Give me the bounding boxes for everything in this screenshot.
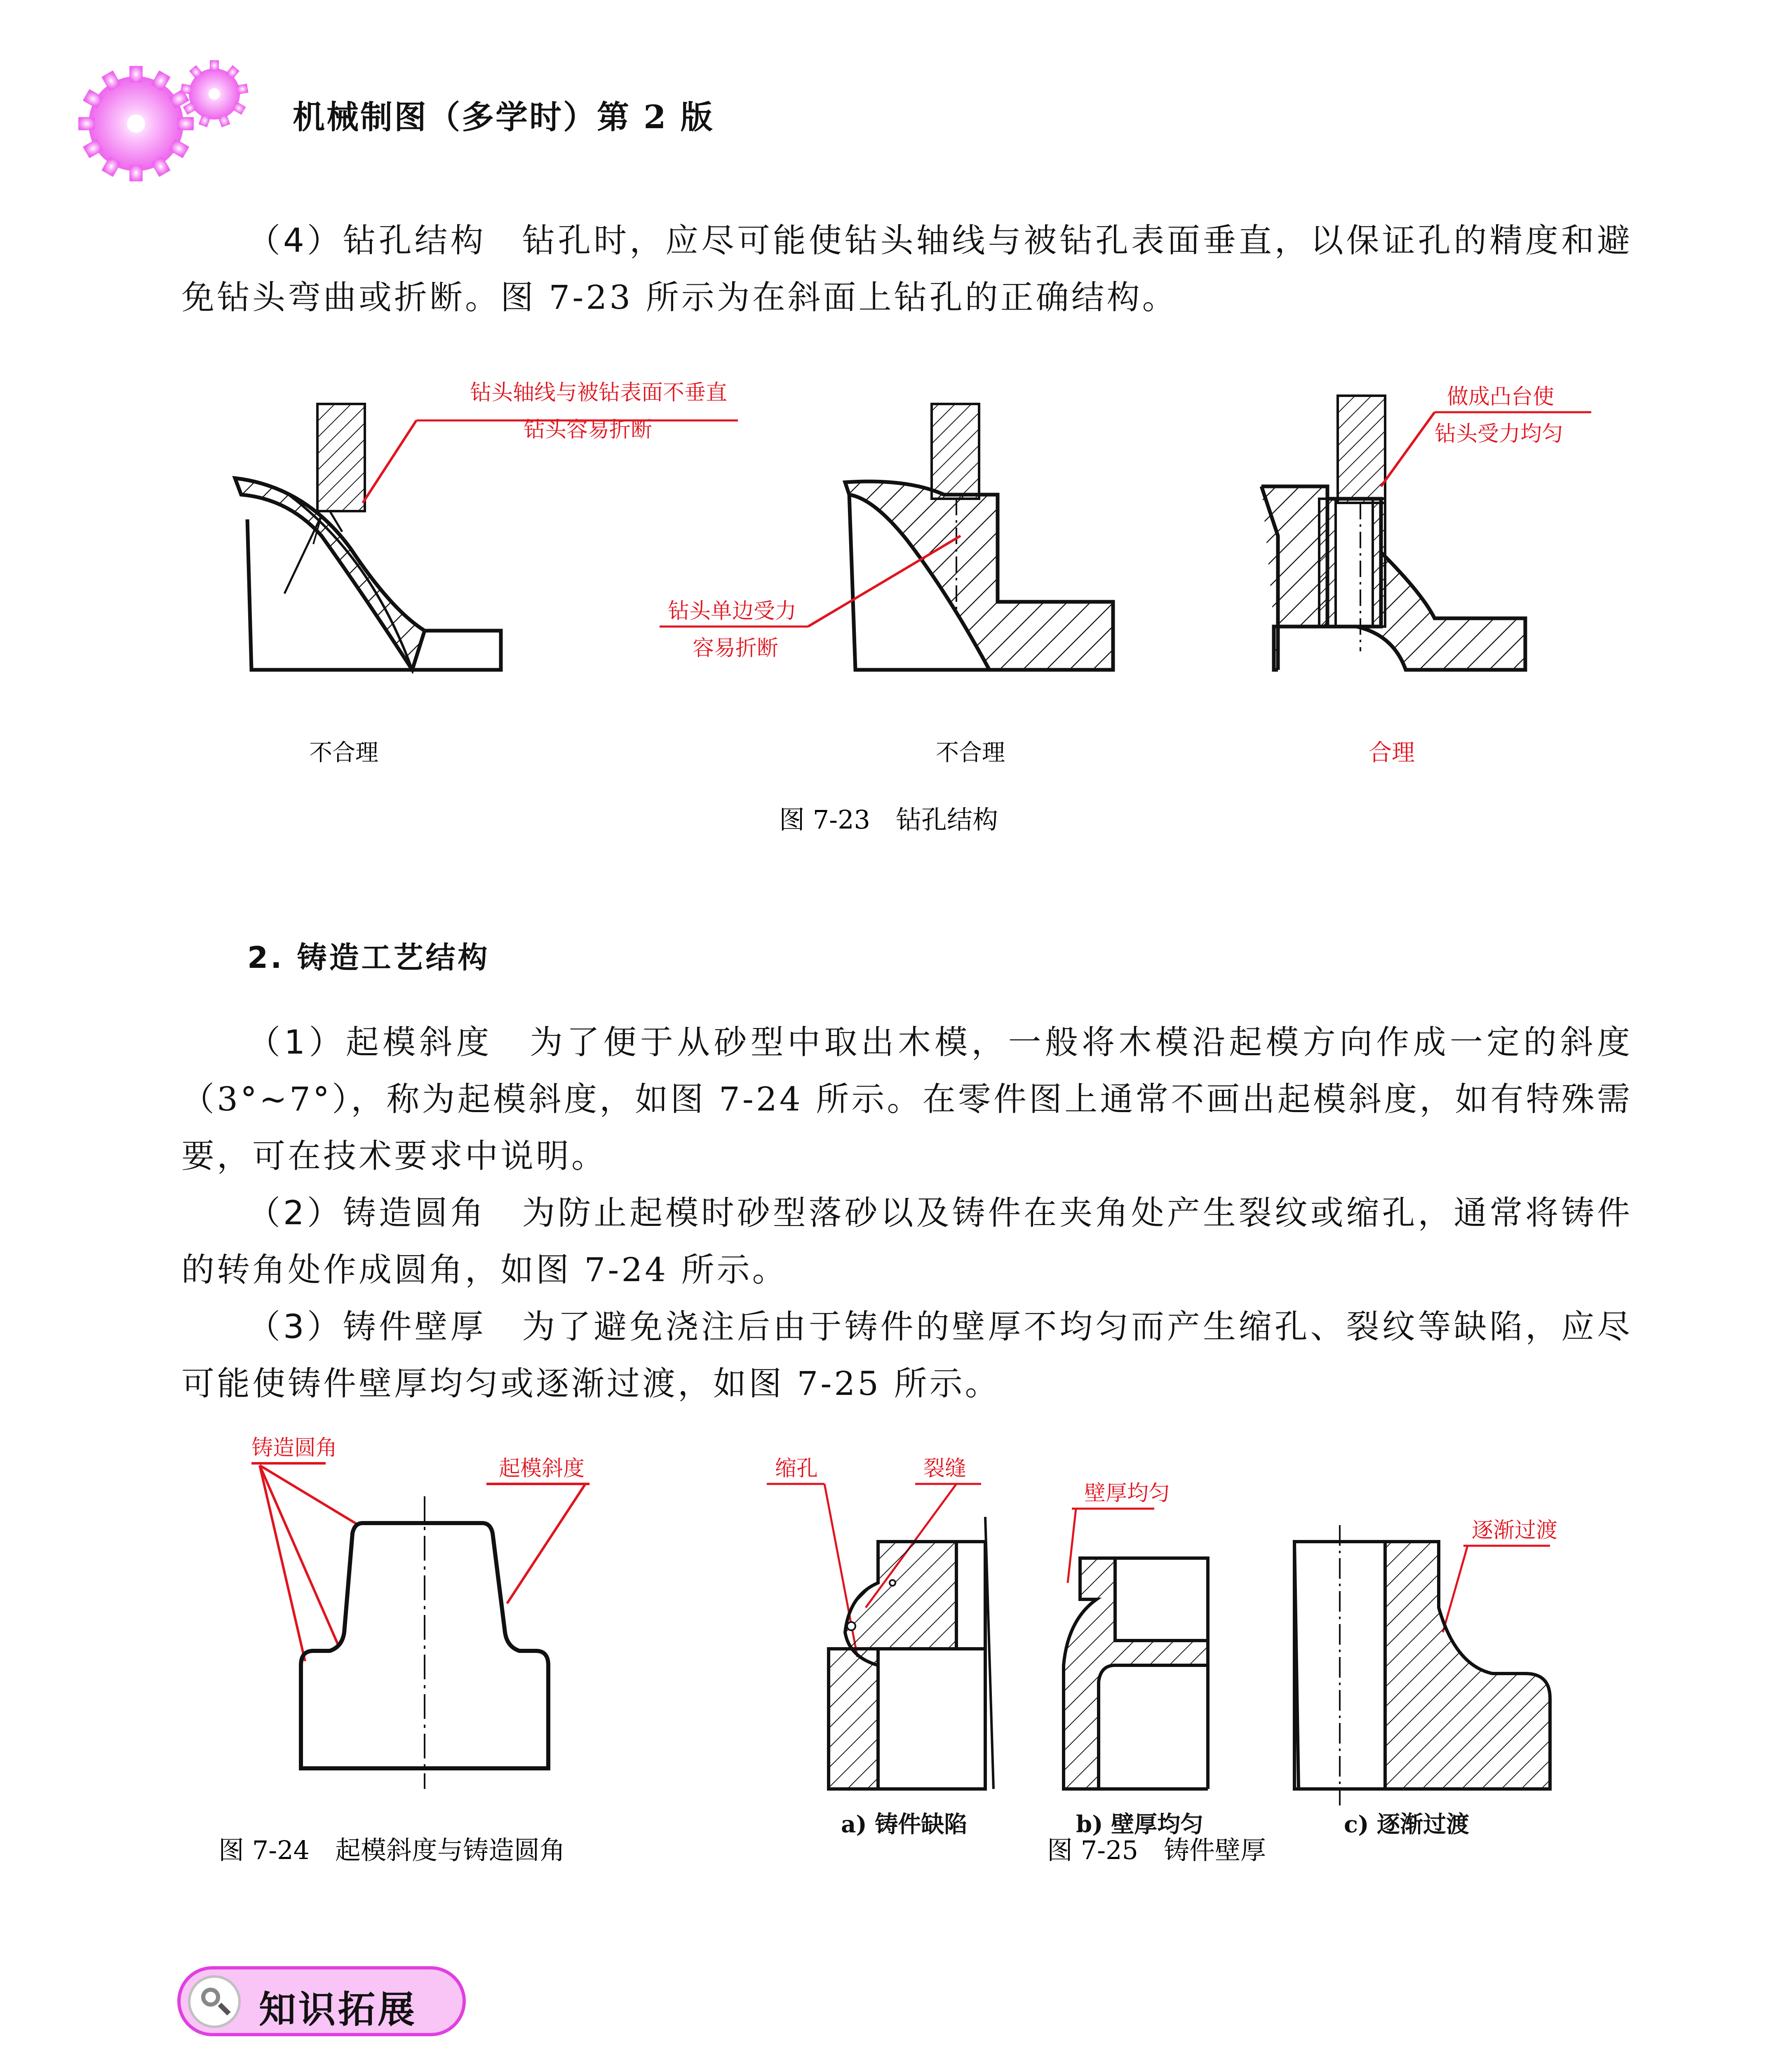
fig725-annotation-uniform: 壁厚均匀: [1084, 1481, 1170, 1506]
fig723-caption: 图 7-23 钻孔结构: [779, 805, 998, 835]
fig724-annotation-draft: 起模斜度: [499, 1456, 585, 1481]
paragraph-drill: [181, 212, 1632, 326]
fig723-annotation-2b: 容易折断: [693, 636, 779, 661]
paragraph-text: 为了便于从砂型中取出木模，一般将木模沿起模方向作成一定的斜度（3°~7°），称为起模斜度，如图 7-24 所示。在零件图上通常不画出起模斜度，如有特殊需要，可在技术要求中说明。: [181, 1023, 1633, 1175]
paragraph-lead: （1）起模斜度: [247, 1023, 493, 1061]
gear-logo-icon: [70, 58, 264, 181]
drill-unreasonable-2: [845, 404, 1113, 670]
paragraph-casting: [181, 1014, 1632, 1412]
paragraph-text: 钻孔时，应尽可能使钻头轴线与被钻孔表面垂直，以保证孔的精度和避免钻头弯曲或折断。图 7-23 所示为在斜面上钻孔的正确结构。: [181, 221, 1633, 317]
fig725-annotation-gradual: 逐渐过渡: [1472, 1518, 1558, 1543]
figure-7-23: [0, 363, 1792, 857]
fig724-caption: 图 7-24 起模斜度与铸造圆角: [218, 1835, 565, 1865]
fig723-label-1: 不合理: [309, 739, 378, 766]
figure-7-25: [742, 1418, 1731, 1871]
magnifier-icon: [188, 1975, 241, 2028]
fig723-annotation-1b: 钻头容易折断: [524, 418, 653, 442]
fig723-annotation-3b: 钻头受力均匀: [1435, 422, 1564, 446]
knowledge-badge: [177, 1966, 466, 2036]
fig725-sub-a: a) 铸件缺陷: [841, 1811, 968, 1838]
fig723-annotation-1a: 钻头轴线与被钻表面不垂直: [470, 380, 728, 405]
uniform-wall-section: [1064, 1558, 1208, 1789]
casting-defect-section: [829, 1517, 993, 1789]
paragraph-lead: （3）铸件壁厚: [247, 1307, 486, 1346]
drill-unreasonable-1: [235, 404, 501, 670]
paragraph-lead: （2）铸造圆角: [247, 1194, 486, 1232]
book-title: 机械制图（多学时）第 2 版: [293, 99, 714, 136]
knowledge-badge-label: 知识拓展: [259, 1988, 417, 2031]
fig725-sub-b: b) 壁厚均匀: [1076, 1811, 1204, 1838]
fig723-label-2: 不合理: [936, 739, 1005, 766]
paragraph-lead: （4）钻孔结构: [247, 221, 486, 260]
figure-7-24: [0, 1418, 824, 1871]
paragraph-text: 为防止起模时砂型落砂以及铸件在夹角处产生裂纹或缩孔，通常将铸件的转角处作成圆角，如图 7-24 所示。: [181, 1194, 1633, 1289]
fig725-annotation-shrink: 缩孔: [775, 1456, 818, 1481]
fig723-annotation-2a: 钻头单边受力: [668, 599, 797, 624]
fig724-annotation-fillet: 铸造圆角: [251, 1436, 338, 1460]
section-heading-casting: 2. 铸造工艺结构: [247, 940, 490, 975]
fig723-annotation-3a: 做成凸台使: [1447, 385, 1555, 409]
fig725-caption: 图 7-25 铸件壁厚: [1047, 1835, 1266, 1865]
fig725-annotation-crack: 裂缝: [923, 1456, 967, 1481]
fig723-label-3: 合理: [1369, 739, 1415, 766]
gradual-transition-section: [1294, 1525, 1550, 1805]
paragraph-text: 为了避免浇注后由于铸件的壁厚不均匀而产生缩孔、裂纹等缺陷，应尽可能使铸件壁厚均匀或逐渐过渡，如图 7-25 所示。: [181, 1307, 1633, 1403]
fig725-sub-c: c) 逐渐过渡: [1344, 1811, 1470, 1838]
